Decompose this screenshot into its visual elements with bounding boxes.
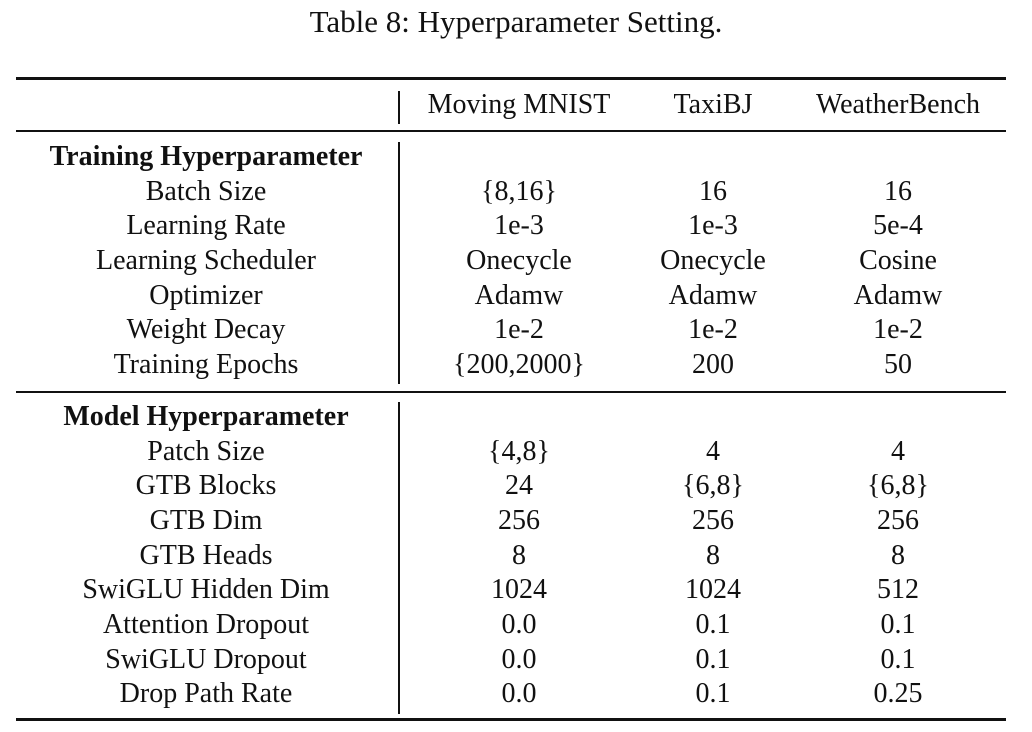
cell-weatherbench: 5e-4 xyxy=(873,210,923,241)
section-divider-rule xyxy=(16,391,1006,393)
cell-moving-mnist: Onecycle xyxy=(466,245,572,276)
cell-moving-mnist: 0.0 xyxy=(501,678,537,709)
table-row xyxy=(0,347,1032,382)
cell-moving-mnist: 24 xyxy=(505,470,533,501)
cell-weatherbench: 50 xyxy=(884,349,912,380)
row-label: Batch Size xyxy=(145,176,267,207)
cell-weatherbench: Adamw xyxy=(853,280,943,311)
table-header-row xyxy=(0,87,1032,122)
cell-taxibj: 1024 xyxy=(685,574,741,605)
row-label: Attention Dropout xyxy=(102,609,310,640)
cell-weatherbench: 256 xyxy=(877,505,919,536)
cell-moving-mnist: Adamw xyxy=(474,280,564,311)
cell-weatherbench: 0.1 xyxy=(880,609,916,640)
cell-moving-mnist: {200,2000} xyxy=(453,349,585,380)
row-label: Learning Rate xyxy=(126,210,286,241)
row-label: Patch Size xyxy=(147,436,265,467)
row-label: Training Epochs xyxy=(113,349,299,380)
column-header-taxibj: TaxiBJ xyxy=(673,89,753,120)
cell-moving-mnist: 8 xyxy=(512,540,526,571)
table-row xyxy=(0,572,1032,607)
table-top-rule xyxy=(16,77,1006,80)
table-row xyxy=(0,538,1032,573)
cell-taxibj: 1e-2 xyxy=(688,314,738,345)
table-row xyxy=(0,676,1032,711)
cell-taxibj: 0.1 xyxy=(695,644,731,675)
cell-taxibj: Adamw xyxy=(668,280,758,311)
table-caption: Table 8: Hyperparameter Setting. xyxy=(309,4,723,39)
column-header-moving-mnist: Moving MNIST xyxy=(427,89,611,120)
cell-moving-mnist: {8,16} xyxy=(481,176,557,207)
cell-taxibj: Onecycle xyxy=(660,245,766,276)
header-stub xyxy=(16,87,396,122)
row-label: Weight Decay xyxy=(126,314,286,345)
row-label: Optimizer xyxy=(149,280,263,311)
cell-weatherbench: {6,8} xyxy=(867,470,929,501)
row-label: Drop Path Rate xyxy=(119,678,293,709)
cell-taxibj: 0.1 xyxy=(695,678,731,709)
cell-weatherbench: 0.25 xyxy=(873,678,923,709)
cell-weatherbench: 16 xyxy=(884,176,912,207)
cell-moving-mnist: 0.0 xyxy=(501,609,537,640)
cell-moving-mnist: 1e-3 xyxy=(494,210,544,241)
cell-taxibj: 16 xyxy=(699,176,727,207)
table-row xyxy=(0,312,1032,347)
cell-moving-mnist: 1e-2 xyxy=(494,314,544,345)
cell-taxibj: 1e-3 xyxy=(688,210,738,241)
cell-taxibj: 8 xyxy=(706,540,720,571)
row-label: GTB Dim xyxy=(149,505,263,536)
table-row xyxy=(0,642,1032,677)
cell-taxibj: 4 xyxy=(706,436,720,467)
table-row xyxy=(0,503,1032,538)
cell-taxibj: 200 xyxy=(692,349,734,380)
cell-moving-mnist: {4,8} xyxy=(488,436,550,467)
cell-taxibj: {6,8} xyxy=(682,470,744,501)
cell-taxibj: 0.1 xyxy=(695,609,731,640)
section-title-model: Model Hyperparameter xyxy=(63,401,349,432)
header-rule xyxy=(16,130,1006,132)
row-label: SwiGLU Hidden Dim xyxy=(82,574,330,605)
cell-weatherbench: 1e-2 xyxy=(873,314,923,345)
table-row xyxy=(0,243,1032,278)
cell-moving-mnist: 1024 xyxy=(491,574,547,605)
table-row xyxy=(0,607,1032,642)
row-label: GTB Blocks xyxy=(135,470,277,501)
cell-weatherbench: Cosine xyxy=(859,245,937,276)
cell-moving-mnist: 256 xyxy=(498,505,540,536)
cell-taxibj: 256 xyxy=(692,505,734,536)
row-label: Learning Scheduler xyxy=(95,245,317,276)
cell-weatherbench: 4 xyxy=(891,436,905,467)
cell-weatherbench: 0.1 xyxy=(880,644,916,675)
table-row xyxy=(0,468,1032,503)
column-header-weatherbench: WeatherBench xyxy=(815,89,981,120)
table-bottom-rule xyxy=(16,718,1006,721)
section-title-row xyxy=(0,139,1032,174)
table-row xyxy=(0,174,1032,209)
cell-weatherbench: 8 xyxy=(891,540,905,571)
table-row xyxy=(0,434,1032,469)
table-row xyxy=(0,208,1032,243)
row-label: GTB Heads xyxy=(139,540,273,571)
table-row xyxy=(0,278,1032,313)
cell-weatherbench: 512 xyxy=(877,574,919,605)
cell-moving-mnist: 0.0 xyxy=(501,644,537,675)
row-label: SwiGLU Dropout xyxy=(105,644,307,675)
section-title-training: Training Hyperparameter xyxy=(49,141,363,172)
section-title-row xyxy=(0,399,1032,434)
